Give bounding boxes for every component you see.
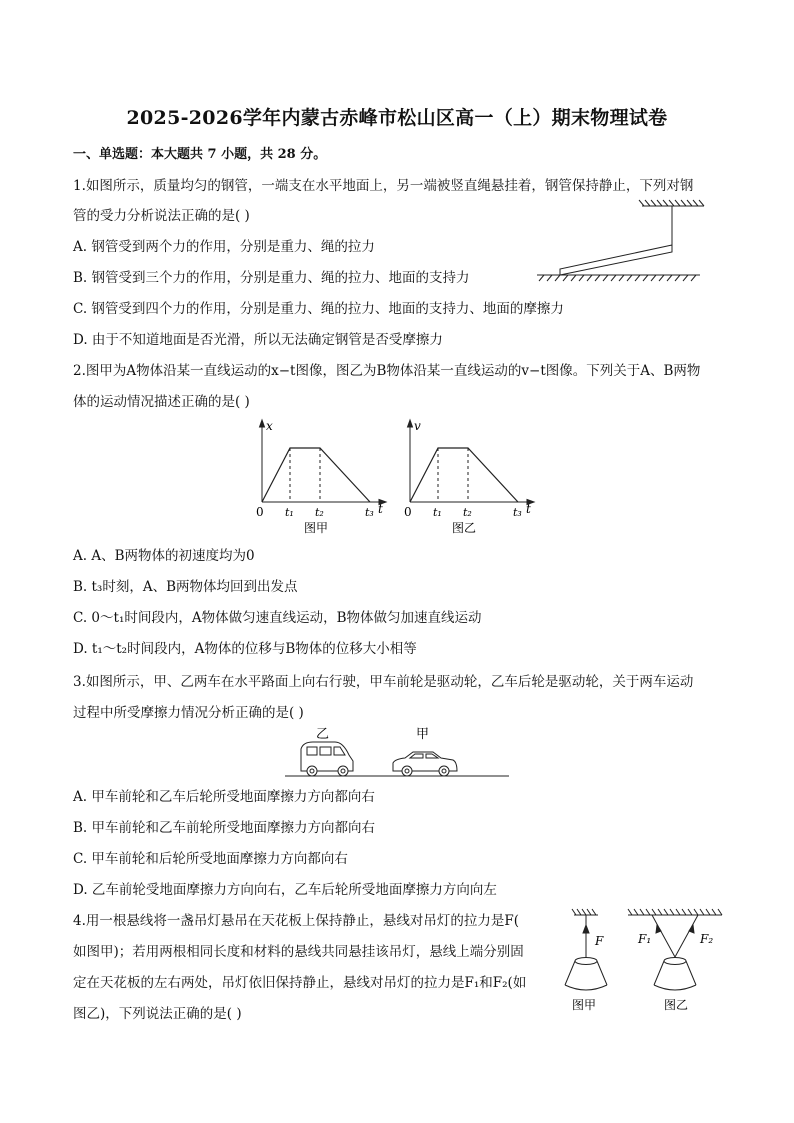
q1-option-d: D. 由于不知道地面是否光滑，所以无法确定钢管是否受摩擦力 bbox=[73, 332, 443, 348]
q2-stem-line2: 体的运动情况描述正确的是( ) bbox=[73, 394, 250, 410]
q3-stem-line2: 过程中所受摩擦力情况分析正确的是( ) bbox=[73, 705, 304, 721]
q1-stem-line2: 管的受力分析说法正确的是( ) bbox=[73, 208, 250, 224]
graph-a-tick-t1: t₁ bbox=[285, 506, 294, 519]
graph-a-origin: 0 bbox=[256, 505, 264, 519]
fig-b-force2-label: F₂ bbox=[700, 932, 714, 946]
q1-option-a: A. 钢管受到两个力的作用，分别是重力、绳的拉力 bbox=[73, 239, 375, 255]
graph-a-caption: 图甲 bbox=[304, 521, 329, 535]
q2-option-a: A. A、B两物体的初速度均为0 bbox=[73, 548, 255, 564]
graph-a-tick-t2: t₂ bbox=[315, 506, 324, 519]
graph-b-tick-t3: t₃ bbox=[513, 506, 522, 519]
q2-option-c: C. 0～t₁时间段内，A物体做匀速直线运动，B物体做匀加速直线运动 bbox=[73, 610, 482, 626]
q4-stem-line4: 图乙)，下列说法正确的是( ) bbox=[73, 1006, 242, 1022]
graph-b-ylabel: v bbox=[414, 419, 421, 433]
q2-option-b: B. t₃时刻，A、B两物体均回到出发点 bbox=[73, 579, 298, 595]
q1-option-c: C. 钢管受到四个力的作用，分别是重力、绳的拉力、地面的支持力、地面的摩擦力 bbox=[73, 301, 564, 317]
q4-stem-line2: 如图甲)；若用两根相同长度和材料的悬线共同悬挂该吊灯，悬线上端分别固 bbox=[73, 944, 524, 960]
graph-b-caption: 图乙 bbox=[452, 521, 477, 535]
graph-a-ylabel: x bbox=[266, 419, 273, 433]
q4-stem-line1: 4.用一根悬线将一盏吊灯悬吊在天花板上保持静止，悬线对吊灯的拉力是F( bbox=[73, 913, 520, 929]
fig-b-force1-label: F₁ bbox=[638, 932, 652, 946]
q2-option-d: D. t₁～t₂时间段内，A物体的位移与B物体的位移大小相等 bbox=[73, 641, 417, 657]
q4-stem-line3: 定在天花板的左右两处，吊灯依旧保持静止，悬线对吊灯的拉力是F₁和F₂(如 bbox=[73, 975, 527, 991]
q1-option-b: B. 钢管受到三个力的作用，分别是重力、绳的拉力、地面的支持力 bbox=[73, 270, 470, 286]
fig-b-caption: 图乙 bbox=[664, 998, 689, 1012]
graph-a-xlabel: t bbox=[378, 502, 383, 516]
car-label-jia: 甲 bbox=[416, 727, 430, 742]
exam-title: 2025-2026学年内蒙古赤峰市松山区高一（上）期末物理试卷 bbox=[126, 107, 668, 129]
car-label-yi: 乙 bbox=[316, 727, 330, 742]
q3-option-d: D. 乙车前轮受地面摩擦力方向向右，乙车后轮所受地面摩擦力方向向左 bbox=[73, 882, 497, 898]
section-heading: 一、单选题：本大题共 7 小题，共 28 分。 bbox=[73, 147, 327, 162]
fig-a-caption: 图甲 bbox=[572, 998, 597, 1012]
graph-b-xlabel: t bbox=[526, 502, 531, 516]
q3-option-b: B. 甲车前轮和乙车前轮所受地面摩擦力方向都向右 bbox=[73, 820, 376, 836]
q1-figure-steel-pipe bbox=[532, 196, 707, 286]
q3-option-a: A. 甲车前轮和乙车后轮所受地面摩擦力方向都向右 bbox=[73, 789, 375, 805]
q2-graph-xt bbox=[252, 418, 390, 542]
graph-b-tick-t2: t₂ bbox=[463, 506, 472, 519]
graph-b-origin: 0 bbox=[404, 505, 412, 519]
q4-figure-lamps bbox=[548, 905, 728, 1017]
q2-stem-line1: 2.图甲为A物体沿某一直线运动的x−t图像，图乙为B物体沿某一直线运动的v−t图像。下列关于A、B两物 bbox=[73, 363, 701, 379]
graph-b-tick-t1: t₁ bbox=[433, 506, 442, 519]
q2-graph-vt bbox=[400, 418, 538, 542]
q3-stem-line1: 3.如图所示，甲、乙两车在水平路面上向右行驶，甲车前轮是驱动轮，乙车后轮是驱动轮，关于两车运动 bbox=[73, 674, 694, 690]
graph-a-tick-t3: t₃ bbox=[365, 506, 374, 519]
q3-option-c: C. 甲车前轮和后轮所受地面摩擦力方向都向右 bbox=[73, 851, 348, 867]
q1-stem-line1: 1.如图所示，质量均匀的钢管，一端支在水平地面上，另一端被竖直绳悬挂着，钢管保持静止，下列对钢 bbox=[73, 178, 694, 194]
fig-a-force-label: F bbox=[595, 934, 604, 948]
q3-figure-cars bbox=[283, 725, 511, 781]
